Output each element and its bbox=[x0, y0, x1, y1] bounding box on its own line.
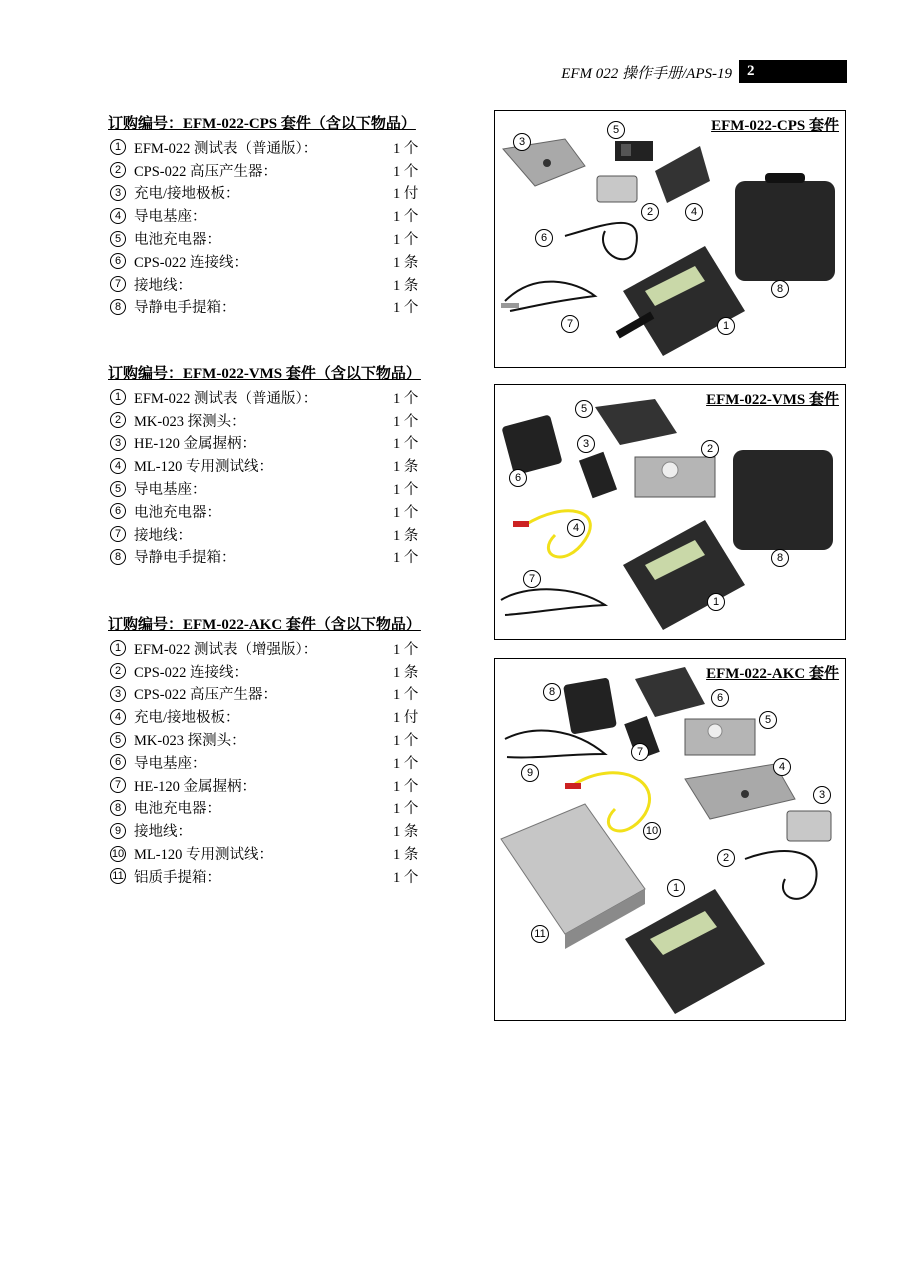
probe-head-illustration bbox=[635, 457, 715, 497]
callout: 2 bbox=[717, 849, 735, 867]
kit-akc-list bbox=[108, 613, 448, 888]
callout: 4 bbox=[773, 758, 791, 776]
kit-akc-panel-title: EFM-022-AKC 套件 bbox=[706, 662, 839, 683]
callout: 1 bbox=[667, 879, 685, 897]
kit-cps-photo bbox=[494, 110, 846, 368]
conductive-base-illustration bbox=[635, 667, 705, 717]
list-item: 3 HE-120 金属握柄： 1 个 bbox=[108, 432, 448, 455]
callout: 4 bbox=[685, 203, 703, 221]
connection-cable-illustration bbox=[745, 851, 817, 899]
callout: 2 bbox=[641, 203, 659, 221]
callout: 11 bbox=[531, 925, 549, 943]
carry-case-illustration bbox=[733, 450, 833, 550]
list-item: 7 接地线： 1 条 bbox=[108, 273, 448, 296]
list-item: 1 EFM-022 测试表（普通版）： 1 个 bbox=[108, 386, 448, 409]
battery-charger-illustration bbox=[615, 141, 653, 161]
callout: 9 bbox=[521, 764, 539, 782]
efm-meter-illustration bbox=[616, 246, 745, 356]
list-item: 9 接地线： 1 条 bbox=[108, 819, 448, 842]
ground-cable-illustration bbox=[501, 589, 605, 615]
callout: 6 bbox=[535, 229, 553, 247]
callout: 7 bbox=[561, 315, 579, 333]
kit-vms-title: 订购编号：EFM-022-VMS 套件（含以下物品） bbox=[108, 366, 421, 382]
list-item: 2 CPS-022 连接线： 1 条 bbox=[108, 660, 448, 683]
conductive-base-illustration bbox=[655, 146, 710, 203]
metal-handle-illustration bbox=[579, 452, 617, 498]
kit-cps-title: 订购编号：EFM-022-CPS 套件（含以下物品） bbox=[108, 116, 416, 132]
callout: 5 bbox=[575, 400, 593, 418]
callout: 3 bbox=[577, 435, 595, 453]
kit-cps-panel-title: EFM-022-CPS 套件 bbox=[711, 114, 839, 135]
page-number: 2 bbox=[739, 60, 847, 83]
hv-generator-illustration bbox=[787, 811, 831, 841]
callout: 4 bbox=[567, 519, 585, 537]
list-item: 8 电池充电器： 1 个 bbox=[108, 797, 448, 820]
list-item: 4 充电/接地极板： 1 付 bbox=[108, 705, 448, 728]
list-item: 4 ML-120 专用测试线： 1 条 bbox=[108, 454, 448, 477]
list-item: 5 导电基座： 1 个 bbox=[108, 477, 448, 500]
efm-meter-illustration bbox=[623, 520, 745, 630]
list-item: 2 CPS-022 高压产生器： 1 个 bbox=[108, 159, 448, 182]
list-item: 1 EFM-022 测试表（普通版）： 1 个 bbox=[108, 136, 448, 159]
kit-akc-title: 订购编号：EFM-022-AKC 套件（含以下物品） bbox=[108, 617, 421, 633]
battery-charger-illustration bbox=[501, 414, 562, 475]
connection-cable-illustration bbox=[565, 223, 637, 259]
list-item: 10 ML-120 专用测试线： 1 条 bbox=[111, 847, 419, 864]
list-item: 6 导电基座： 1 个 bbox=[108, 751, 448, 774]
list-item: 5 电池充电器： 1 个 bbox=[108, 227, 448, 250]
battery-charger-illustration bbox=[563, 677, 617, 734]
ground-cable-illustration bbox=[505, 731, 605, 758]
kit-vms-photo bbox=[494, 384, 846, 640]
list-item: 2 MK-023 探测头： 1 个 bbox=[108, 409, 448, 432]
callout: 2 bbox=[701, 440, 719, 458]
list-item: 3 充电/接地极板： 1 付 bbox=[108, 182, 448, 205]
header-title: EFM 022 操作手册/APS-19 bbox=[561, 66, 732, 82]
list-item: 7 HE-120 金属握柄： 1 个 bbox=[108, 774, 448, 797]
callout: 7 bbox=[631, 743, 649, 761]
kit-vms-panel-title: EFM-022-VMS 套件 bbox=[706, 388, 839, 409]
list-item: 6 CPS-022 连接线： 1 条 bbox=[108, 250, 448, 273]
list-item: 5 MK-023 探测头： 1 个 bbox=[108, 728, 448, 751]
callout: 1 bbox=[707, 593, 725, 611]
list-item: 3 CPS-022 高压产生器： 1 个 bbox=[108, 683, 448, 706]
callout: 1 bbox=[717, 317, 735, 335]
efm-meter-illustration bbox=[625, 889, 765, 1014]
callout: 8 bbox=[771, 280, 789, 298]
list-item: 6 电池充电器： 1 个 bbox=[108, 500, 448, 523]
list-item: 11 铝质手提箱： 1 个 bbox=[108, 865, 448, 888]
callout: 10 bbox=[643, 822, 661, 840]
kit-akc-photo bbox=[494, 658, 846, 1021]
callout: 6 bbox=[711, 689, 729, 707]
carry-case-illustration bbox=[735, 173, 835, 281]
hv-generator-illustration bbox=[597, 176, 637, 202]
aluminum-case-illustration bbox=[501, 804, 645, 949]
callout: 3 bbox=[813, 786, 831, 804]
callout: 5 bbox=[759, 711, 777, 729]
list-item: 8 导静电手提箱： 1 个 bbox=[108, 296, 448, 319]
callout: 8 bbox=[771, 549, 789, 567]
callout: 5 bbox=[607, 121, 625, 139]
conductive-base-illustration bbox=[595, 399, 677, 445]
callout: 6 bbox=[509, 469, 527, 487]
callout: 7 bbox=[523, 570, 541, 588]
callout: 3 bbox=[513, 133, 531, 151]
list-item: 1 EFM-022 测试表（增强版）： 1 个 bbox=[108, 637, 448, 660]
list-item: 7 接地线： 1 条 bbox=[108, 523, 448, 546]
callout: 8 bbox=[543, 683, 561, 701]
list-item: 4 导电基座： 1 个 bbox=[108, 204, 448, 227]
probe-head-illustration bbox=[685, 719, 755, 755]
kit-cps-list bbox=[108, 112, 448, 318]
kit-vms-list bbox=[108, 362, 448, 568]
list-item: 8 导静电手提箱： 1 个 bbox=[108, 546, 448, 569]
ground-cable-illustration bbox=[501, 282, 595, 311]
